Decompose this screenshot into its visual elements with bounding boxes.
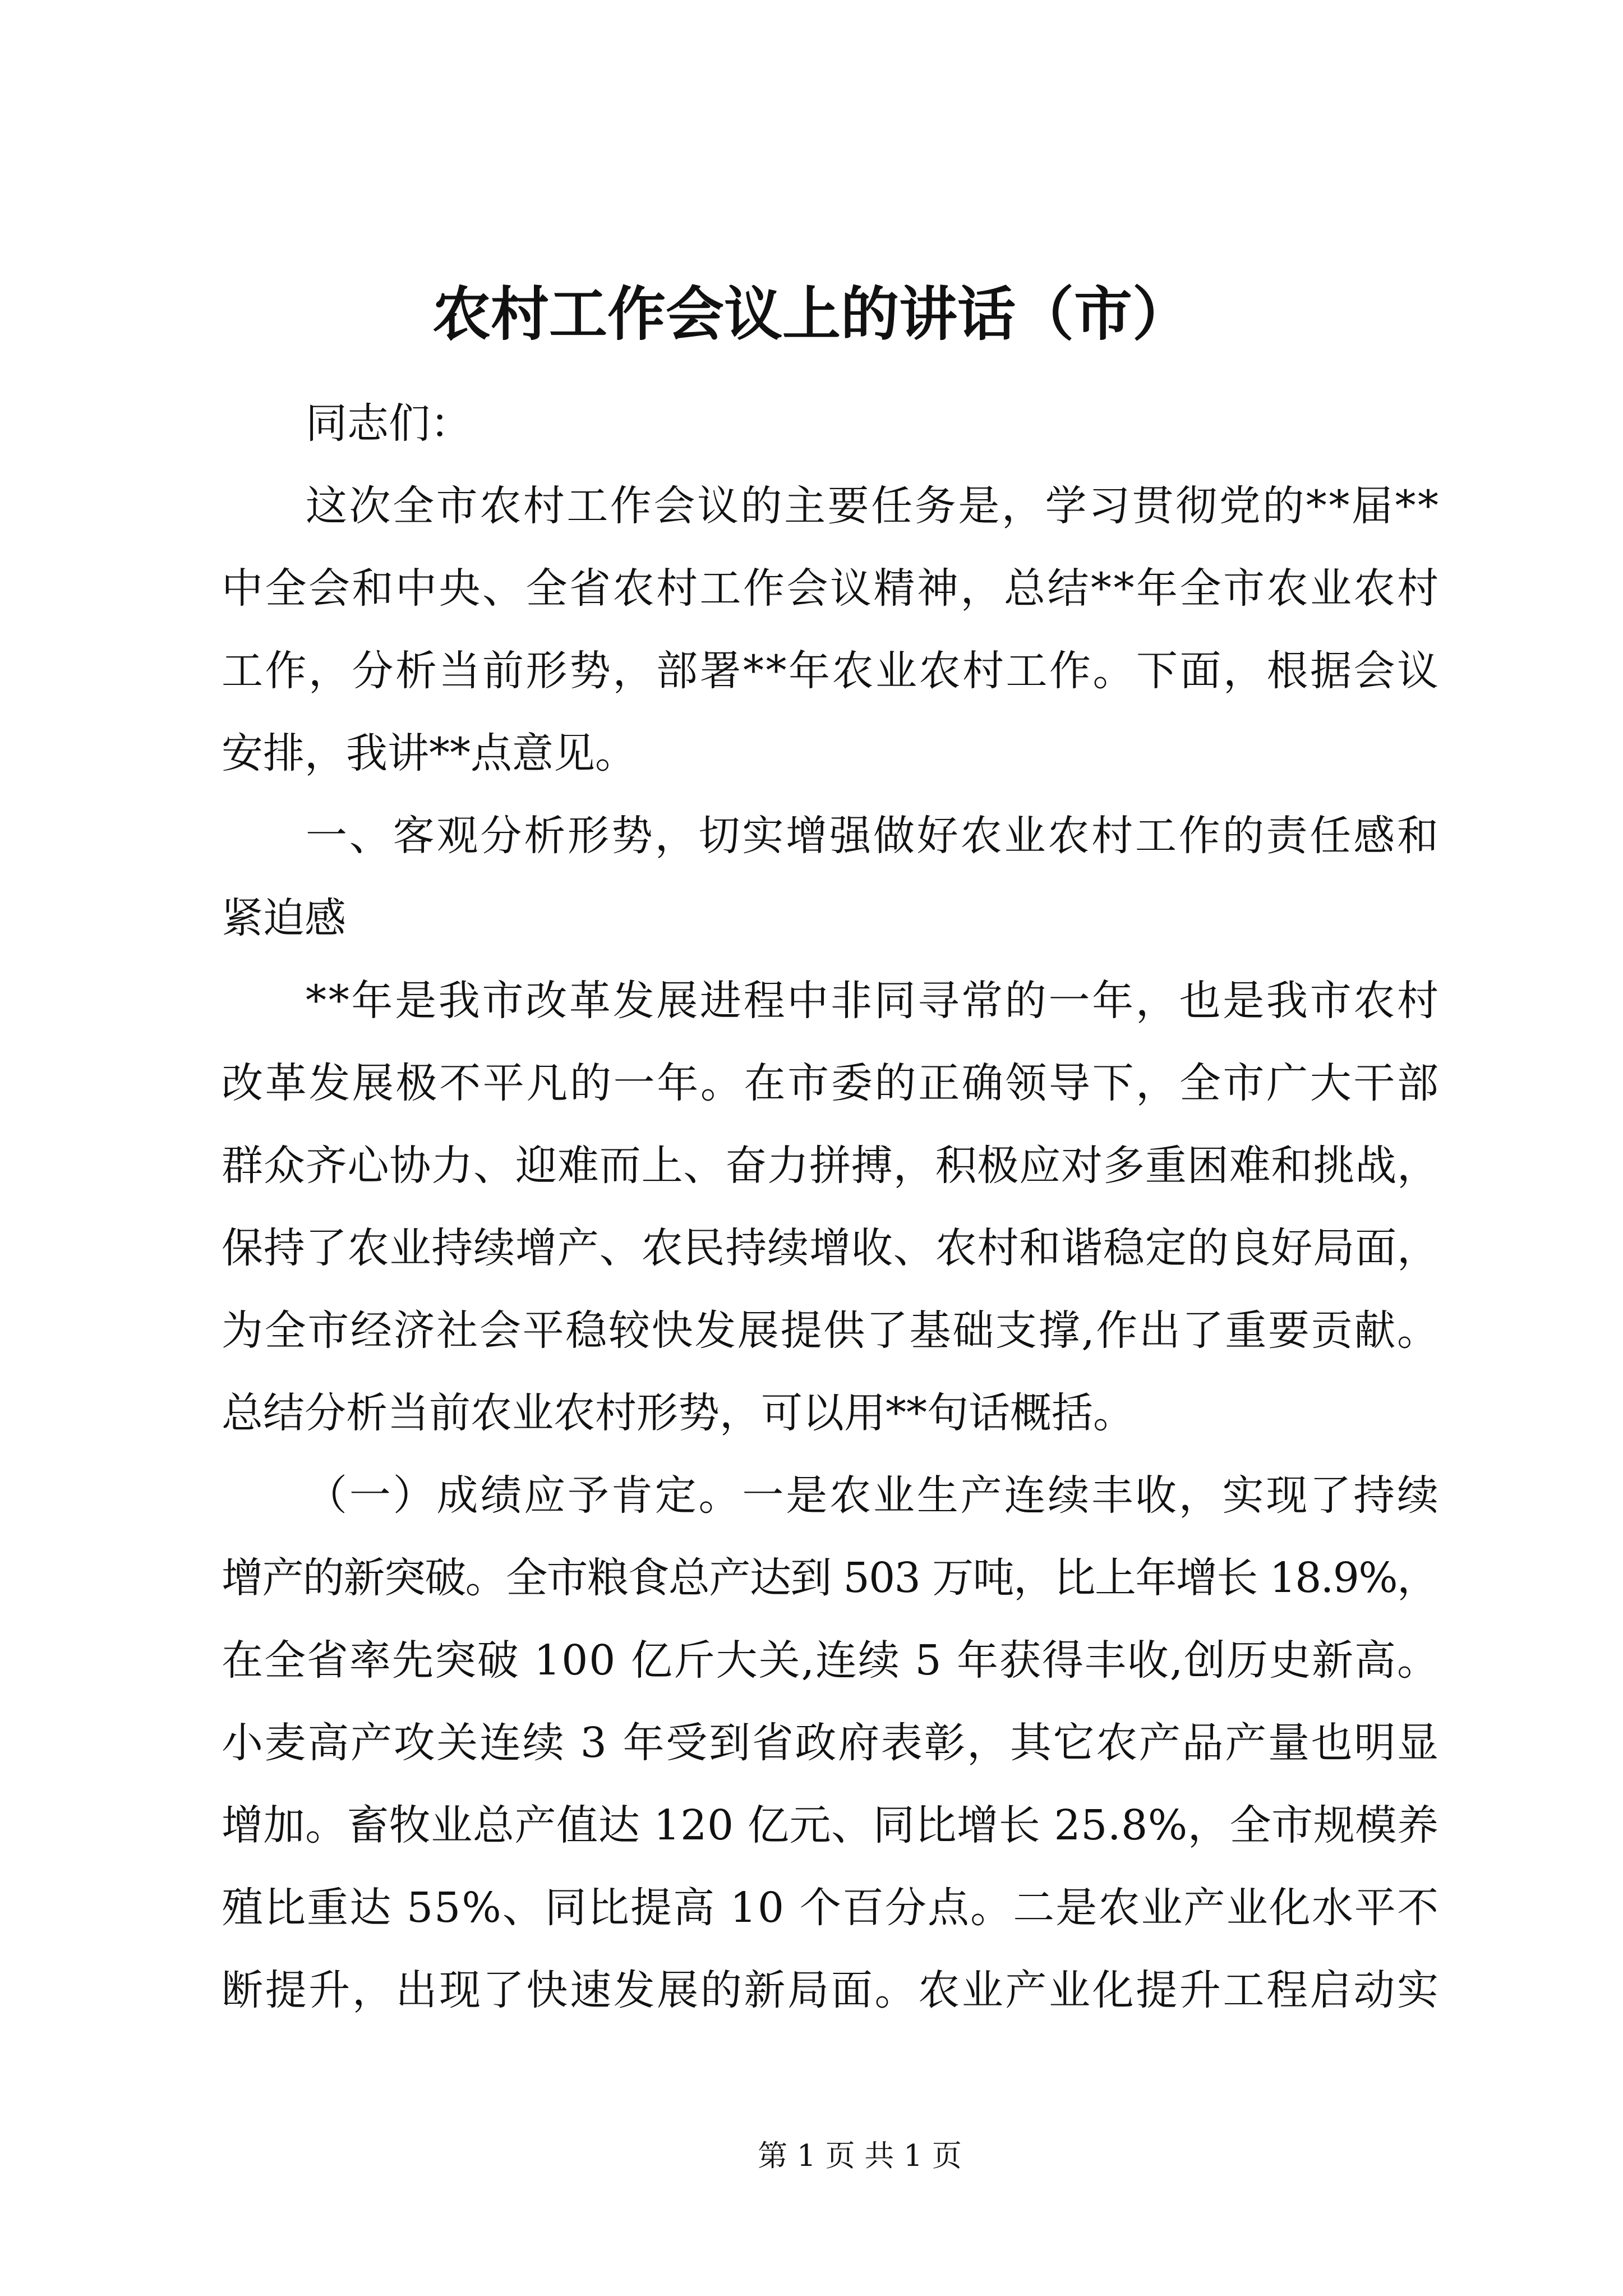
text-line-content: 同志们：	[306, 399, 472, 448]
text-line	[222, 1784, 1438, 1867]
text-line-content: 断提升，出现了快速发展的新局面。农业产业化提升工程启动实	[222, 1966, 1441, 2014]
text-line	[222, 383, 1438, 465]
text-line-content: 改革发展极不平凡的一年。在市委的正确领导下，全市广大干部	[222, 1059, 1441, 1107]
text-line	[222, 1125, 1438, 1207]
text-line-content: 这次全市农村工作会议的主要任务是，学习贯彻党的**届**	[306, 482, 1441, 530]
text-line	[222, 960, 1441, 1042]
document-body	[222, 383, 1441, 2032]
text-line	[222, 1372, 1438, 1455]
text-line	[222, 547, 1441, 630]
text-line-content: 增产的新突破。全市粮食总产达到 503 万吨，比上年增长 18.9%，	[222, 1554, 1438, 1602]
text-line-content: 保持了农业持续增产、农民持续增收、农村和谐稳定的良好局面，	[222, 1224, 1439, 1272]
text-line-content: 群众齐心协力、迎难而上、奋力拼搏，积极应对多重困难和挑战，	[222, 1142, 1439, 1190]
text-line-content: （一）成绩应予肯定。一是农业生产连续丰收，实现了持续	[306, 1471, 1441, 1520]
text-line	[222, 630, 1441, 712]
text-line-content: 中全会和中央、全省农村工作会议精神，总结**年全市农业农村	[222, 564, 1441, 613]
paragraph-salutation	[222, 383, 1438, 465]
text-line	[222, 1455, 1441, 1537]
text-line-content: 为全市经济社会平稳较快发展提供了基础支撑,作出了重要贡献。	[222, 1306, 1440, 1355]
text-line-content: 安排，我讲**点意见。	[222, 729, 637, 777]
text-line	[222, 1042, 1441, 1125]
text-line-content: 工作，分析当前形势，部署**年农业农村工作。下面，根据会议	[222, 647, 1441, 695]
text-line	[222, 1537, 1438, 1619]
text-line	[222, 1290, 1438, 1372]
paragraph-introduction	[222, 465, 1441, 795]
text-line	[222, 1702, 1438, 1784]
text-line-content: 总结分析当前农业农村形势，可以用**句话概括。	[222, 1389, 1135, 1437]
text-line	[222, 465, 1441, 547]
text-line	[222, 1867, 1438, 1949]
text-line-content: 紧迫感	[222, 894, 346, 942]
document-title: 农村工作会议上的讲话（市）	[432, 279, 1191, 348]
text-line	[222, 1207, 1438, 1290]
text-line	[222, 712, 1438, 795]
text-line	[222, 795, 1441, 877]
text-line	[222, 1619, 1438, 1702]
text-line	[222, 1949, 1441, 2032]
page-footer: 第 1 页 共 1 页	[758, 2139, 962, 2173]
text-line-content: **年是我市改革发展进程中非同寻常的一年，也是我市农村	[306, 977, 1441, 1025]
text-line	[222, 877, 1438, 960]
text-line-content: 增加。畜牧业总产值达 120 亿元、同比增长 25.8%，全市规模养	[222, 1801, 1439, 1849]
paragraph-section-heading	[222, 795, 1441, 960]
text-line-content: 在全省率先突破 100 亿斤大关,连续 5 年获得丰收,创历史新高。	[222, 1636, 1440, 1685]
text-line-content: 一、客观分析形势，切实增强做好农业农村工作的责任感和	[306, 812, 1441, 860]
text-line-content: 小麦高产攻关连续 3 年受到省政府表彰，其它农产品产量也明显	[222, 1719, 1440, 1767]
text-line-content: 殖比重达 55%、同比提高 10 个百分点。二是农业产业化水平不	[222, 1884, 1440, 1932]
paragraph-achievements	[222, 1455, 1441, 2032]
paragraph-situation-overview	[222, 960, 1441, 1455]
